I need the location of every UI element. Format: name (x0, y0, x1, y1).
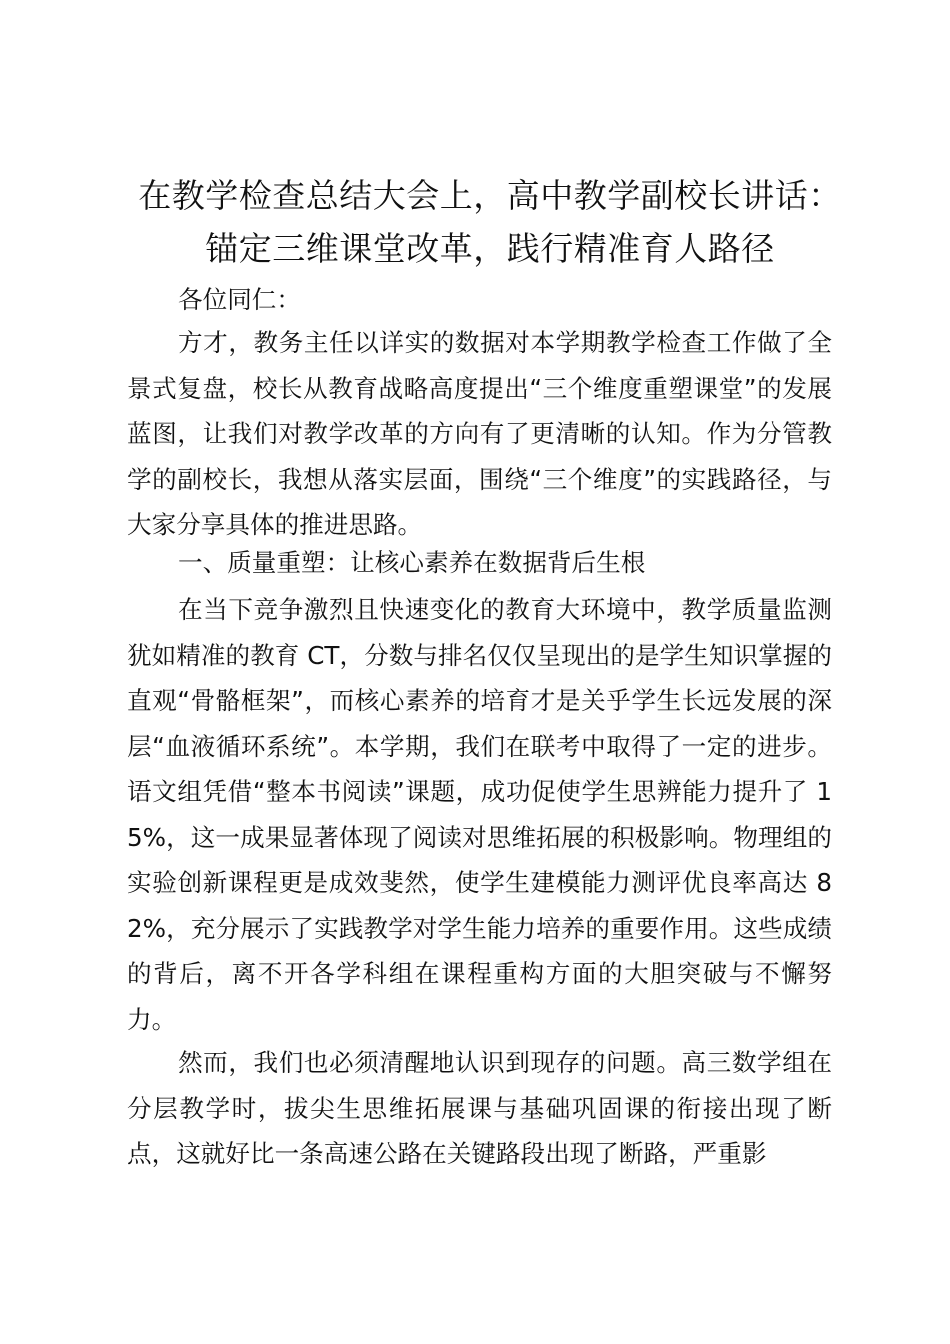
salutation: 各位同仁： (178, 285, 301, 314)
paragraph-intro: 方才，教务主任以详实的数据对本学期教学检查工作做了全景式复盘，校长从教育战略高度提出“三个维度重塑课堂”的发展蓝图，让我们对教学改革的方向有了更清晰的认知。作为分管教学的副校长，我想从落实层面，围绕“三个维度”的实践路径，与大家分享具体的推进思路。 (127, 328, 832, 539)
document-title-line-1: 在教学检查总结大会上，高中教学副校长讲话： (138, 176, 842, 215)
paragraph-problems: 然而，我们也必须清醒地认识到现存的问题。高三数学组在分层教学时，拔尖生思维拓展课与基础巩固课的衔接出现了断点，这就好比一条高速公路在关键路段出现了断路，严重影 (127, 1048, 832, 1168)
document-title-line-2: 锚定三维课堂改革，践行精准育人路径 (205, 229, 775, 268)
paragraph-quality: 在当下竞争激烈且快速变化的教育大环境中，教学质量监测犹如精准的教育 CT，分数与排名仅仅呈现出的是学生知识掌握的直观“骨骼框架”，而核心素养的培育才是关乎学生长远发展的深层“血液循环系统”。本学期，我们在联考中取得了一定的进步。语文组凭借“整本书阅读”课题，成功促使学生思辨能力提升了 15%，这一成果显著体现了阅读对思维拓展的积极影响。物理组的实验创新课程更是成效斐然，使学生建模能力测评优良率高达 82%，充分展示了实践教学对学生能力培养的重要作用。这些成绩的背后，离不开各学科组在课程重构方面的大胆突破与不懈努力。 (127, 595, 832, 1034)
section-heading: 一、质量重塑：让核心素养在数据背后生根 (178, 548, 646, 577)
